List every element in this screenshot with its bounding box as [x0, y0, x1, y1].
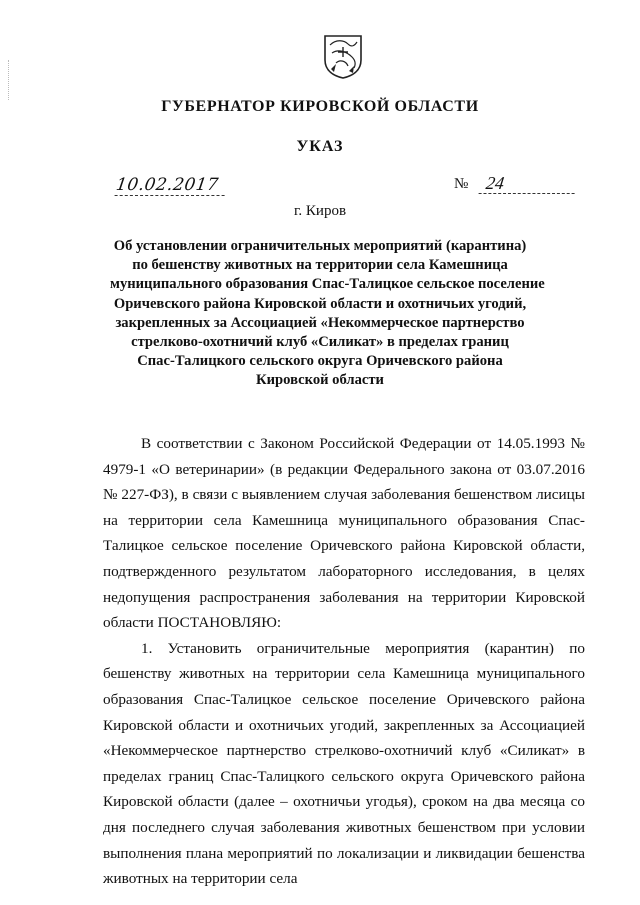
title-line: Оричевского района Кировской области и охотничьих угодий, — [113, 295, 527, 312]
decree-body — [103, 431, 585, 892]
issuing-authority: ГУБЕРНАТОР КИРОВСКОЙ ОБЛАСТИ — [161, 98, 479, 115]
title-line: стрелково-охотничий клуб «Силикат» в пределах границ — [131, 334, 509, 351]
title-line: закрепленных за Ассоциацией «Некоммерческое партнерство — [115, 314, 525, 331]
decree-number: 24 — [479, 173, 578, 194]
title-line: Спас-Талицкого сельского округа Оричевского района — [137, 353, 503, 370]
kirov-oblast-coat-of-arms-icon — [322, 33, 364, 79]
number-sign: № — [454, 176, 469, 192]
decree-title — [110, 237, 545, 391]
item-1-paragraph: 1. Установить ограничительные мероприятия (карантин) по бешенству животных на территории села Камешница муниципального образования Спас-Талицкое сельское поселение Оричевского района Кировской области и охотничьих угодий, закрепленных за Ассоциацией «Некоммерческое партнерство стрелково-охотничий клуб «Силикат» в пределах границ Спас-Талицкого сельского округа Оричевского района Кировской области (далее – охотничьи угодья), сроком на два месяца со дня последнего случая заболевания животных бешенством при условии выполнения плана мероприятий по локализации и ликвидации бешенства животных на территории села — [103, 639, 585, 888]
title-line: муниципального образования Спас-Талицкое сельское поселение — [110, 276, 545, 293]
decree-number-field — [454, 175, 576, 195]
title-line: Об установлении ограничительных мероприятий (карантина) — [113, 238, 527, 254]
document-type: УКАЗ — [296, 138, 344, 155]
margin-scan-marks — [8, 60, 10, 100]
decree-date: 10.02.2017 — [115, 175, 228, 196]
city: г. Киров — [293, 203, 347, 219]
title-line: по бешенству животных на территории села Камешница — [132, 257, 508, 274]
title-line: Кировской области — [256, 372, 384, 389]
preamble-paragraph: В соответствии с Законом Российской Федерации от 14.05.1993 № 4979-1 «О ветеринарии» (в редакции Федерального закона от 03.07.2016 № 227-ФЗ), в связи с выявлением случая заболевания бешенством лисицы на территории села Камешница муниципального образования Спас-Талицкое сельское поселение Оричевского района Кировской области, подтвержденного результатом лабораторного исследования, в целях недопущения распространения заболевания на территории Кировской области ПОСТАНОВЛЯЮ: — [103, 435, 585, 632]
